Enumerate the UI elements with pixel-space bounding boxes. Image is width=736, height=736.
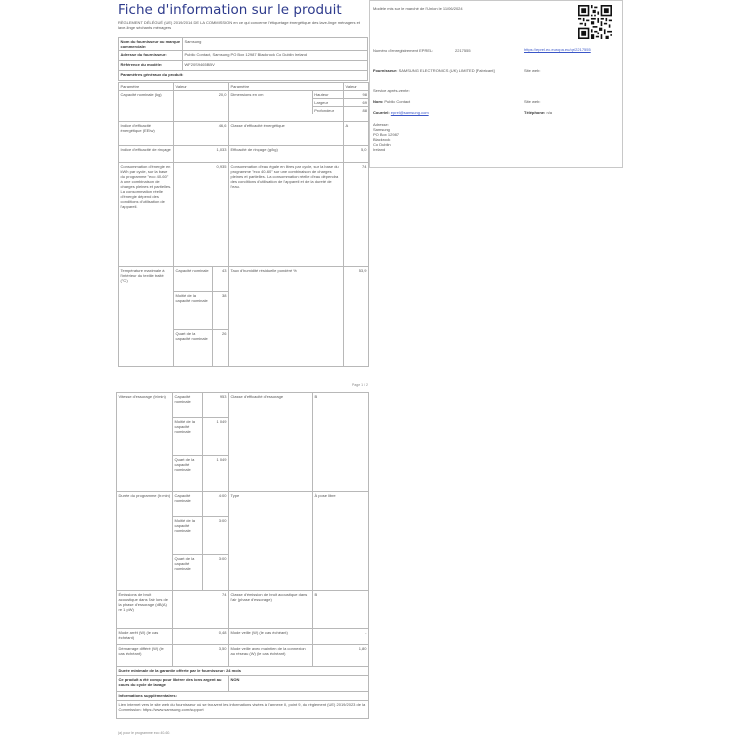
supplier-name-label: Nom du fournisseur ou marque commerciale:: [119, 38, 183, 51]
spin-class-label: Classe d'efficacité d'essorage: [229, 393, 313, 492]
params-table: [118, 82, 369, 367]
params-label: Paramètres généraux du produit:: [119, 71, 368, 81]
water-consumption-value: 74: [344, 163, 369, 267]
noise-label: Émissions de bruit acoustique dans l'air lors de la phase d'essorage (dB(A) re 1 pW): [117, 591, 173, 629]
network-standby-value: 1,80: [313, 645, 369, 667]
temp-row-value: 43: [213, 267, 229, 291]
spin-row-value: 1 049: [216, 456, 227, 462]
address-line: Co Dublin: [373, 142, 391, 147]
service-title: Service après-vente:: [373, 88, 410, 93]
delay-start-label: Démarrage différé (W) (le cas échéant): [117, 645, 173, 667]
supplier-value: SAMSUNG ELECTRONICS (UK) LIMITED [Fabricant]: [398, 68, 495, 73]
model-value: WF20S9465BBV: [183, 61, 368, 71]
rinse-eff-label: Efficacité de rinçage (g/kg): [229, 146, 344, 163]
off-mode-value: 0,48: [173, 629, 229, 645]
phone-label: Téléphone:: [524, 110, 546, 115]
energy-consumption-value: 0,935: [174, 163, 229, 267]
address-line: PO Box 12987: [373, 132, 400, 137]
params-table-2: [116, 392, 369, 719]
registration-value: 2217555: [455, 48, 471, 53]
height-label: Hauteur: [312, 91, 343, 99]
duration-row-value: 3:00: [203, 516, 229, 554]
energy-consumption-label: Consommation d'énergie en kWh par cycle, sur la base du programme "eco 40-60" à une combinaison de charges pleines et partielles. La consommation réelle d'énergie dépend des conditions d'utilisation de l'appareil.: [119, 163, 174, 267]
param-header-1: Paramètre: [119, 83, 174, 91]
dimensions-label: Dimensions en cm: [230, 92, 264, 97]
page-1-number: Page 1 / 2: [352, 383, 368, 387]
supplier-table: [118, 37, 368, 81]
service-name-value: Public Contact: [384, 99, 411, 104]
qr-code-icon: [578, 5, 612, 39]
duration-label: Durée du programme (h:min): [117, 492, 173, 591]
depth-value: 88: [362, 108, 367, 113]
type-value: À pose libre: [313, 492, 369, 591]
duration-row-value: 4:00: [203, 492, 229, 516]
param-header-4: Valeur: [344, 83, 369, 91]
extra-info-text: Lien internet vers le site web du fournisseur où se trouvent les informations visées à l'annexe II, point 9, du règlement (UE) 2019/2023 de la Commission: https://www.samsung.com/support: [117, 701, 369, 719]
noise-value: 74: [173, 591, 229, 629]
registration-label: Numéro d'enregistrement EPREL:: [373, 48, 434, 53]
param-header-3: Paramètre: [229, 83, 344, 91]
temp-row-value: 38: [213, 291, 229, 329]
supplier-address-label: Adresse du fournisseur:: [119, 51, 183, 61]
noise-class-label: Classe d'émission de bruit acoustique dans l'air (phase d'essorage): [229, 591, 313, 629]
temp-row-label: Capacité nominale: [174, 267, 213, 291]
silver-ions-label: Ce produit a été conçu pour libérer des ions argent au cours du cycle de lavage: [117, 676, 229, 692]
address-line: Blackrock: [373, 137, 391, 142]
param-header-2: Valeur: [174, 83, 229, 91]
address-line: Ireland: [373, 147, 386, 152]
spin-row-label: Quart de la capacité nominale: [173, 455, 203, 491]
spin-speed-label: Vitesse d'essorage (tr/min): [117, 393, 173, 492]
spin-row-value: 1 049: [203, 417, 229, 455]
spin-row-label: Capacité nominale: [173, 393, 203, 417]
energy-class-label: Classe d'efficacité énergétique: [229, 122, 344, 146]
eei-value: 46,6: [174, 122, 229, 146]
market-date: Modèle mis sur le marché de l'Union le 11/06/2024: [373, 6, 463, 11]
supplier-address-value: Public Contact, Samsung PO Box 12987 Blackrock Co Dublin Ireland: [183, 51, 368, 61]
off-mode-label: Mode arrêt (W) (le cas échéant): [117, 629, 173, 645]
energy-class-value: A: [344, 122, 369, 146]
service-name-label: Nom:: [373, 99, 384, 104]
noise-class-value: B: [313, 591, 369, 629]
footnote: (a) pour le programme eco 40-60.: [118, 731, 171, 735]
humidity-value: 53,9: [344, 267, 369, 367]
standby-label: Mode veille (W) (le cas échéant): [229, 629, 313, 645]
temp-row-label: Quart de la capacité nominale: [174, 329, 213, 366]
network-standby-label: Mode veille avec maintien de la connexion au réseau (W) (le cas échéant): [229, 645, 313, 667]
intro-text: RÈGLEMENT DÉLÉGUÉ (UE) 2019/2014 DE LA COMMISSION en ce qui concerne l'étiquetage énergétique des lave-linge ménagers et lave-linge séchants ménagers: [118, 20, 360, 30]
height-value: 98: [344, 91, 368, 99]
rinse-label: Indice d'efficacité de rinçage: [119, 146, 174, 163]
web-label: Site web:: [524, 68, 541, 73]
temp-row-value: 26: [222, 330, 227, 336]
silver-ions-value: NON: [229, 676, 369, 692]
duration-row-label: Quart de la capacité nominale: [173, 554, 203, 590]
capacity-label: Capacité nominale (kg): [119, 91, 174, 122]
capacity-value: 20,0: [174, 91, 229, 122]
water-consumption-label: Consommation d'eau égale en litres par cycle, sur la base du programme "eco 40-60" sur une combinaison de charges pleines et partielles. La consommation réelle d'eau dépendra des conditions d'utilisation de l'appareil et de la dureté de l'eau.: [229, 163, 344, 267]
email-link[interactable]: eprel@samsung.com: [390, 110, 429, 115]
temperature-label: Température maximale à l'intérieur du textile traité (°C): [119, 267, 174, 367]
width-value: 69: [344, 99, 368, 107]
extra-info-title: Informations supplémentaires:: [117, 692, 369, 701]
spin-row-value: 953: [203, 393, 229, 417]
warranty: Durée minimale de la garantie offerte par le fournisseur: 24 mois: [117, 667, 369, 676]
duration-row-label: Moitié de la capacité nominale: [173, 516, 203, 554]
rinse-value: 1,033: [174, 146, 229, 163]
supplier-label: Fournisseur:: [373, 68, 398, 73]
phone-value: n/a: [546, 110, 553, 115]
delay-start-value: 3,50: [173, 645, 229, 667]
standby-value: -: [313, 629, 369, 645]
type-label: Type: [229, 492, 313, 591]
eprel-link[interactable]: https://eprel.ec.europa.eu/qr/2217555: [524, 47, 591, 52]
supplier-name-value: Samsung: [183, 38, 368, 51]
duration-row-value: 3:00: [218, 555, 227, 561]
temp-row-label: Moitié de la capacité nominale: [174, 291, 213, 329]
address-line: Samsung: [373, 127, 390, 132]
humidity-label: Taux d'humidité résiduelle pondéré %: [229, 267, 344, 367]
duration-row-label: Capacité nominale: [173, 492, 203, 516]
width-label: Largeur: [312, 99, 343, 107]
spin-class-value: B: [313, 393, 369, 492]
rinse-eff-value: 5,0: [344, 146, 369, 163]
eei-label: Indice d'efficacité énergétique (EEIw): [119, 122, 174, 146]
address-title: Adresse:: [373, 122, 389, 127]
depth-label: Profondeur: [312, 107, 343, 115]
model-label: Référence du modèle:: [119, 61, 183, 71]
page-title: Fiche d'information sur le produit: [118, 2, 342, 18]
service-web-label: Site web:: [524, 99, 541, 104]
spin-row-label: Moitié de la capacité nominale: [173, 417, 203, 455]
email-label: Courriel:: [373, 110, 390, 115]
